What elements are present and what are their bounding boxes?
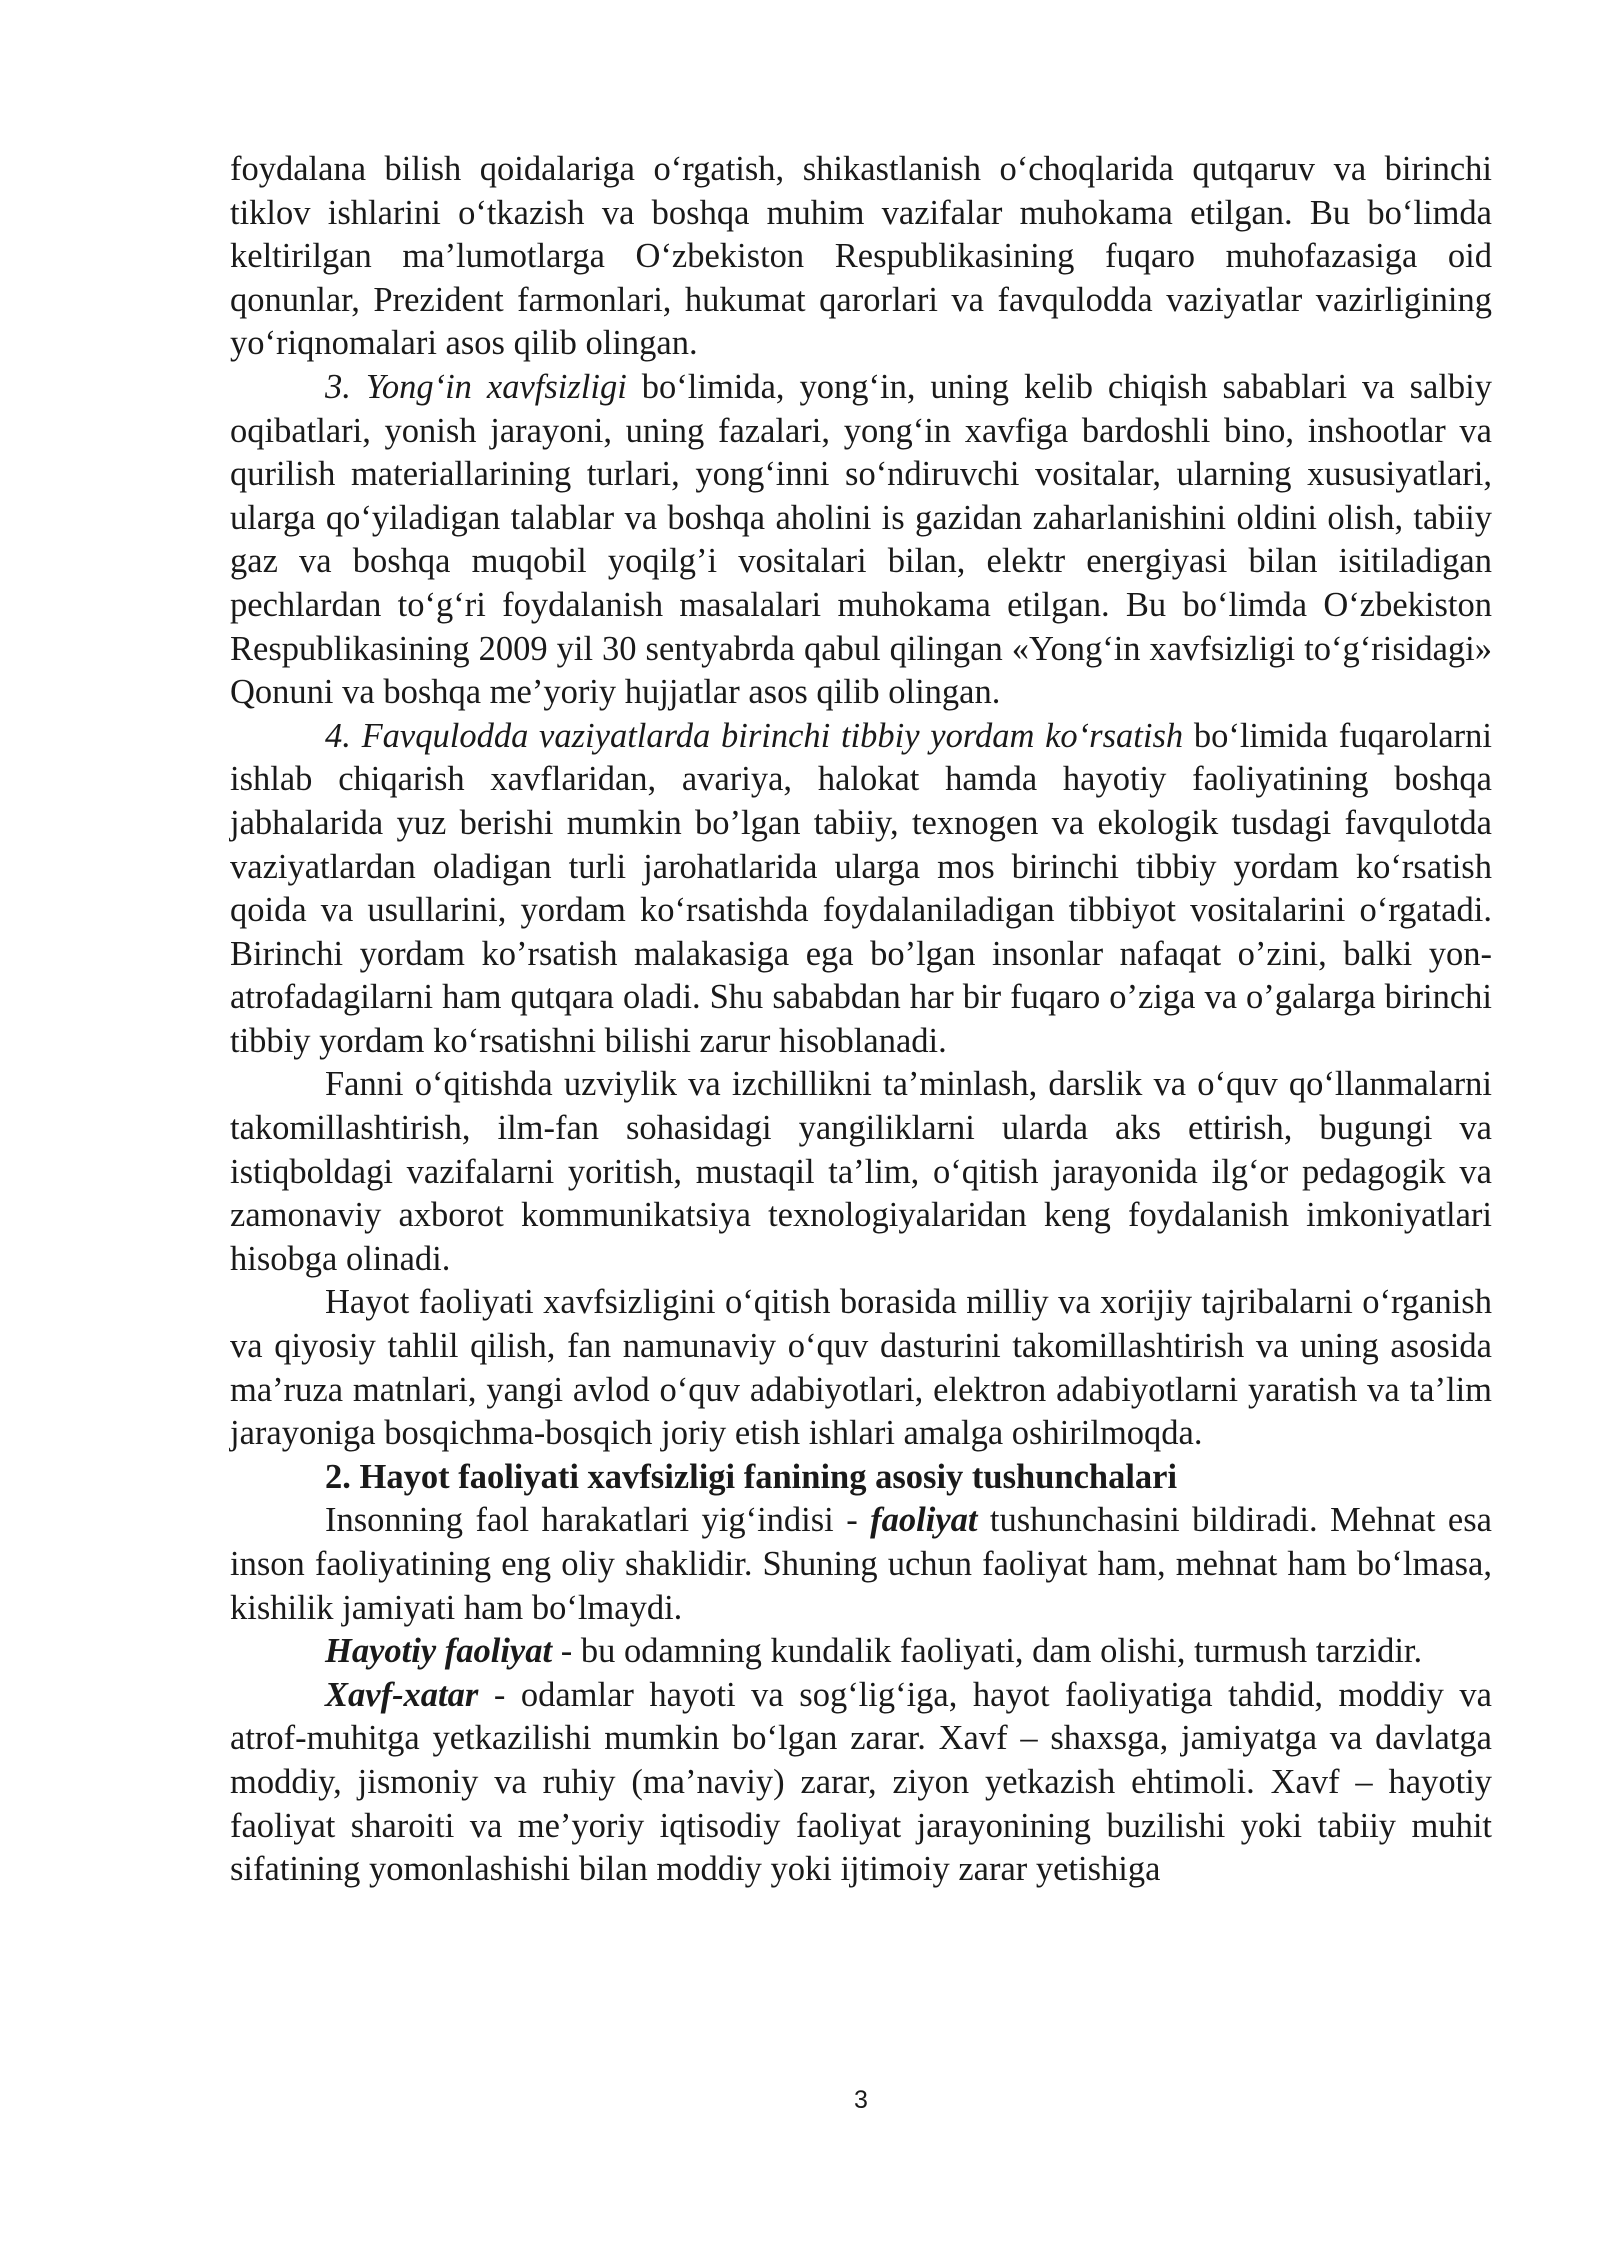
paragraph-text: Hayot faoliyati xavfsizligini o‘qitish borasida milliy va xorijiy tajribalarni o‘rganish va qiyosiy tahlil qilish, fan namunaviy o‘quv dasturini takomillashtirish va uning asosida ma’ruza matnlari, yangi avlod o‘quv adabiyotlari, elektron adabiyotlarni yaratish va ta’lim jarayoniga bosqichma-bosqich joriy etish ishlari amalga oshirilmoqda. — [230, 1283, 1492, 1453]
term-activity: faoliyat — [870, 1501, 978, 1540]
paragraph-fire-safety — [230, 366, 1492, 715]
paragraph-text: - bu odamning kundalik faoliyati, dam olishi, turmush tarzidir. — [552, 1632, 1423, 1671]
term-life-activity: Hayotiy faoliyat — [325, 1632, 553, 1671]
paragraph-teaching — [230, 1063, 1492, 1281]
section-heading: 2. Hayot faoliyati xavfsizligi fanining asosiy tushunchalari — [325, 1457, 1178, 1496]
paragraph-text: Fanni o‘qitishda uzviylik va izchillikni ta’minlash, darslik va o‘quv qo‘llanmalarni takomillashtirish, ilm-fan sohasidagi yangiliklarni ularda aks ettirish, bugungi va istiqboldagi vazifalarni yoritish, mustaqil ta’lim, o‘qitish jarayonida ilg‘or pedagogik va zamonaviy axborot kommunikatsiya texnologiyalaridan keng foydalanish imkoniyatlari hisobga olinadi. — [230, 1065, 1492, 1278]
paragraph-first-aid — [230, 715, 1492, 1064]
page-number: 3 — [854, 2086, 868, 2114]
section-title-fire-safety: 3. Yong‘in xavfsizligi — [325, 367, 627, 406]
document-page — [230, 148, 1492, 1892]
paragraph-text: bo‘limida fuqarolarni ishlab chiqarish xavflaridan, avariya, halokat hamda hayotiy faoliyatining boshqa jabhalarida yuz berishi mumkin bo’lgan tabiiy, texnogen va ekologik tusdagi favqulotda vaziyatlardan oladigan turli jarohatlarida ularga mos birinchi tibbiy yordam ko‘rsatish qoida va usullarini, yordam ko‘rsatishda foydalaniladigan tibbiyot vositalarini o‘rgatadi. Birinchi yordam ko’rsatish malakasiga ega bo’lgan insonlar nafaqat o’zini, balki yon-atrofadagilarni ham qutqara oladi. Shu sababdan har bir fuqaro o’ziga va o’galarga birinchi tibbiy yordam ko‘rsatishni bilishi zarur hisoblanadi. — [230, 716, 1492, 1060]
paragraph-text: tushunchasini bildiradi. Mehnat esa inson faoliyatining eng oliy shaklidir. Shuning uchun faoliyat ham, mehnat ham bo‘lmasa, kishilik jamiyati ham bo‘lmaydi. — [230, 1501, 1492, 1627]
term-danger: Xavf-xatar — [325, 1675, 479, 1714]
paragraph-activity — [230, 1499, 1492, 1630]
paragraph-text: - odamlar hayoti va sog‘lig‘iga, hayot faoliyatiga tahdid, moddiy va atrof-muhitga yetkazilishi mumkin bo‘lgan zarar. Xavf – shaxsga, jamiyatga va davlatga moddiy, jismoniy va ruhiy (ma’naviy) zarar, ziyon yetkazish ehtimoli. Xavf – hayotiy faoliyat sharoiti va me’yoriy iqtisodiy faoliyat jarayonining buzilishi yoki tabiiy muhit sifatining yomonlashishi bilan moddiy yoki ijtimoiy zarar yetishiga — [230, 1675, 1492, 1889]
paragraph-text: Insonning faol harakatlari yig‘indisi - — [325, 1501, 871, 1540]
paragraph-danger — [230, 1674, 1492, 1892]
paragraph-life-activity — [230, 1630, 1492, 1674]
paragraph-text: bo‘limida, yong‘in, uning kelib chiqish sabablari va salbiy oqibatlari, yonish jarayoni, uning fazalari, yong‘in xavfiga bardoshli bino, inshootlar va qurilish materiallarining turlari, yong‘inni so‘ndiruvchi vositalar, ularning xususiyatlari, ularga qo‘yiladigan talablar va boshqa aholini is gazidan zaharlanishini oldini olish, tabiiy gaz va boshqa muqobil yoqilg’i vositalari bilan, elektr energiyasi bilan isitiladigan pechlardan to‘g‘ri foydalanish masalalari muhokama etilgan. Bu bo‘limda O‘zbekiston Respublikasining 2009 yil 30 sentyabrda qabul qilingan «Yong‘in xavfsizligi to‘g‘risidagi» Qonuni va boshqa me’yoriy hujjatlar asos qilib olingan. — [230, 367, 1492, 712]
paragraph-text: foydalana bilish qoidalariga o‘rgatish, shikastlanish o‘choqlarida qutqaruv va birinchi tiklov ishlarini o‘tkazish va boshqa muhim vazifalar muhokama etilgan. Bu bo‘limda keltirilgan ma’lumotlarga O‘zbekiston Respublikasining fuqaro muhofazasiga oid qonunlar, Prezident farmonlari, hukumat qarorlari va favqulodda vaziyatlar vazirligining yo‘riqnomalari asos qilib olingan. — [230, 150, 1492, 363]
paragraph-experience — [230, 1281, 1492, 1455]
paragraph-continuation — [230, 148, 1492, 366]
section-title-first-aid: 4. Favqulodda vaziyatlarda birinchi tibbiy yordam ko‘rsatish — [325, 716, 1184, 755]
